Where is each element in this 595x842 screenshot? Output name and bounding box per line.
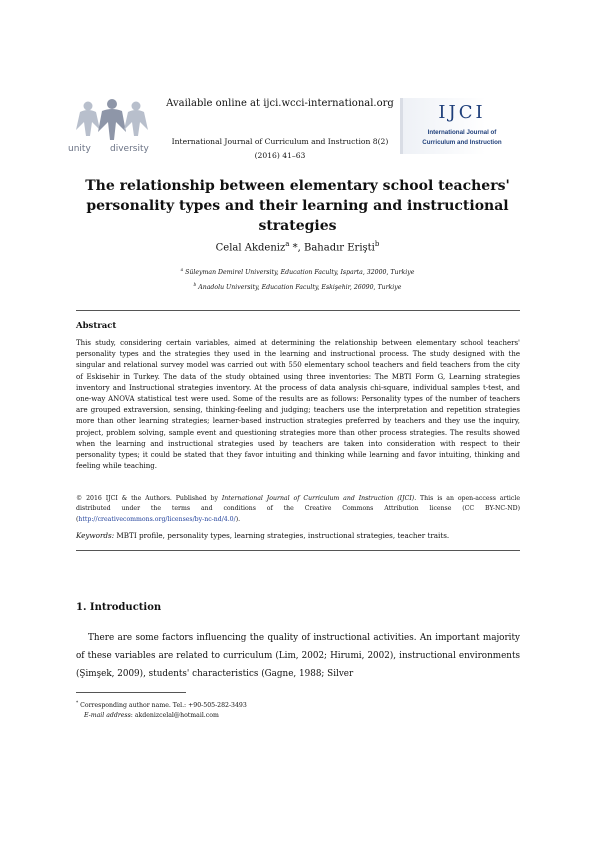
author-line (70, 240, 525, 253)
footnote-corresponding-text: Corresponding author name. Tel.: +90-505-282-3493 (78, 702, 247, 710)
corresponding-author-mark: *, (289, 242, 304, 254)
introduction-heading: 1. Introduction (76, 602, 162, 613)
ijci-sub-line-2: Curriculum and Instruction (422, 139, 502, 146)
affiliation-a-text: Süleyman Demirel University, Education Faculty, Isparta, 32000, Turkiye (183, 269, 415, 277)
license-suffix: ). (235, 515, 241, 523)
affiliation-b-text: Anadolu University, Education Faculty, Eskişehir, 26090, Turkiye (196, 284, 402, 292)
keywords-label: Keywords: (76, 531, 115, 540)
ijci-sub-line-1: International Journal of (427, 129, 497, 136)
ijci-logo-acronym: IJCI (438, 102, 486, 123)
license-journal-name: International Journal of Curriculum and Instruction (IJCI) (221, 495, 415, 502)
available-online-text: Available online at ijci.wcci-international.org (166, 98, 394, 109)
unity-logo-word2: diversity (110, 144, 149, 154)
journal-line-1: International Journal of Curriculum and Instruction 8(2) (171, 137, 389, 146)
footnote-star: * (76, 701, 79, 706)
footnote-line-1 (76, 699, 520, 711)
license-prefix: © 2016 IJCI & the Authors. Published by (76, 495, 222, 502)
journal-citation (150, 135, 410, 163)
affiliation-a-mark: a (180, 268, 184, 273)
article-title: The relationship between elementary school teachers' personality types and their learning and instructional strategies (85, 178, 510, 234)
journal-line-2: (2016) 41–63 (254, 151, 306, 160)
footnote-email-label: E-mail address (84, 712, 131, 720)
abstract-bottom-rule (76, 550, 520, 551)
author-1: Celal Akdeniz (215, 242, 286, 254)
license-link[interactable]: http://creativecommons.org/licenses/by-nc-nd/4.0/ (78, 515, 236, 523)
unity-diversity-logo (66, 96, 158, 154)
footnote-email: : akdenizcelal@hotmail.com (130, 712, 219, 720)
keywords-list: MBTI profile, personality types, learning strategies, instructional strategies, teacher traits. (114, 531, 450, 540)
license-middle: . This is an open-access article distributed under the terms and conditions of the Creative Commons Attribution license (CC BY-NC-ND) ( (76, 495, 520, 523)
author-1-affiliation-mark: a (285, 240, 290, 248)
author-2: Bahadır Erişti (303, 242, 375, 254)
license-notice (76, 494, 520, 525)
author-2-affiliation-mark: b (374, 240, 380, 248)
unity-logo-word1: unity (68, 144, 91, 154)
abstract-heading: Abstract (76, 321, 117, 331)
footnote (76, 699, 520, 721)
affiliation-b (70, 283, 525, 291)
affiliation-a (70, 268, 525, 276)
keywords (76, 531, 520, 540)
affiliation-b-mark: b (193, 283, 197, 288)
footnote-line-2 (76, 711, 520, 721)
abstract-top-rule (76, 310, 520, 311)
introduction-paragraph: There are some factors influencing the quality of instructional activities. An important majority of these variables are related to curriculum (Lim, 2002; Hirumi, 2002), instructional environments (Şimşek, 2009), students' characteristics (Gagne, 1988; Silver (76, 633, 520, 679)
footnote-rule (76, 692, 186, 693)
ijci-logo-subtitle (412, 128, 512, 148)
abstract-body: This study, considering certain variables, aimed at determining the relationship between elementary school teachers' personality types and the strategies they used in the learning and instructional process. The study designed with the singular and relational survey model was carried out with 550 elementary school teachers and field teachers from the city of Eskisehir in Turkey. The data of the study obtained using three inventories: The MBTI Form G, Learning strategies inventory and Instructional strategies inventory. At the process of data analysis chi-square, individual samples t-test, and one-way ANOVA statistical test were used. Some of the results are as follows: Personality types of the number of teachers are grouped extraversion, sensing, thinking-feeling and judging; teachers use the interpretation and repetition strategies more than other learning strategies; learner-based instruction strategies preferred by teachers and they use the inquiry, project, problem solving, sample event and questioning strategies more than other process strategies. The results showed when the learning and instructional strategies used by teachers are taken into consideration with respect to their personality types; it could be stated that they favor intuiting and thinking while learning and favor intuiting, thinking and feeling while teaching. (76, 339, 520, 471)
